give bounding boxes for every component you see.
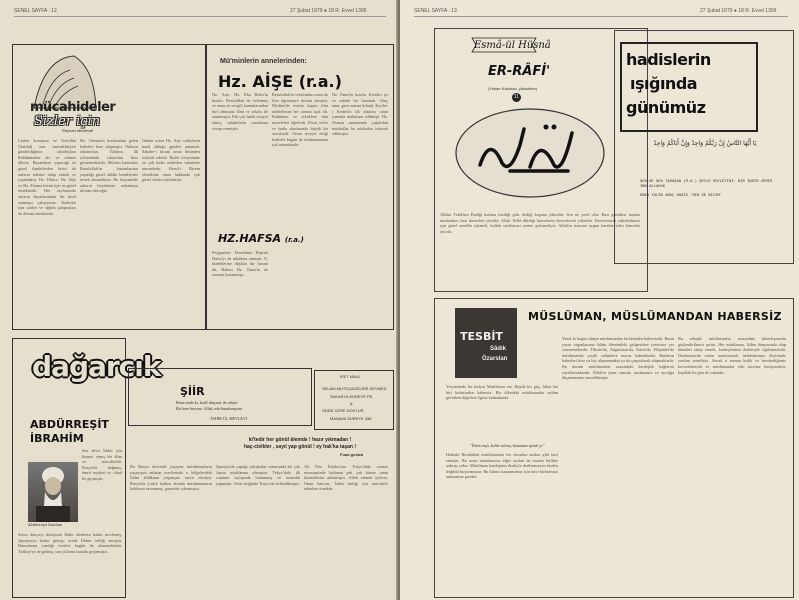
tesbit-badge <box>455 308 517 378</box>
abdurresit-portrait <box>28 462 78 522</box>
siir-title: ŞİİR <box>180 385 205 398</box>
right-folio: SENEL SAYFA : 13 <box>414 8 457 14</box>
hadis-line-1: hadislerin <box>626 50 711 69</box>
tesbit-title: TESBİT <box>460 330 503 343</box>
small-quote: "Dinin nisfı, kalıbı salinu, bunantan işinde ye" <box>470 443 545 448</box>
quote-author: Fuad gestza <box>340 452 364 457</box>
muslim-text-col1b: Halbuki Resulullah müslümanları bir vücudun azaları gibi tarif etmiştir. Bir azası hastalanınca diğer azaları da onunla birlikte ızdırap çeker. Müslüman kardeşinin derdiyle dertlenmeyen bizden değildir buyurmuştur. Bu bilinci kazanmamız için önce birbirimizi tanımamız gerekir. <box>446 452 558 480</box>
header-rule <box>14 16 386 17</box>
ad-line-3: SAKARYA SÜREYE PE. <box>330 394 374 399</box>
hafsa-text: Peygamber Efendimiz Hazreti Hafsa'yı da nikâhına almıştır. O, ibadetlerine düşkün bir hanım idi. Babası Hz. Ömer'in de rızasını kazanmıştı. <box>212 250 268 278</box>
dagarcik-title: dağarcık <box>32 350 161 383</box>
aise-title: Hz. AİŞE (r.a.) <box>218 72 342 91</box>
ad-line-4: & <box>350 401 353 406</box>
siir-line-2: Bir kere beyonu: Allah, ede bazalımayım. <box>176 406 243 411</box>
body-text-col3: Ondan sonra Hz. Aişe vahiylerin nazil olduğu günleri anlatırdı. Sahabe-i kiram onun ilminden istifade ederdi. Hadis rivayetinde en çok hadis nakleden sahabeler arasındadır. Resul-i Ekrem efendimiz onun hakkında çok güzel sözler söylemiştir. <box>142 138 200 183</box>
body-text-col1: Lütfen konuşma ve Gavrillai Ümithd) nun muvaffakiyeti gönderdiğimiz arkadaşlara Rabbimizden afv ve rahmet dileriz. Bayanların yapacağı en güzel ibadetlerden birisi de onların izlerini takip etmek ve yaşamaktır. Hz. Hatice, Hz. Aişe ve Hz. Fatıma bizim için en güzel örneklerdir. Her sayfamızda onların hayatlarından bir kesit sunmaya çalışıyoruz. Kadınlar için sohbet ve eğitim çalışmaları da devam etmektedir. <box>18 138 76 216</box>
arabic-hadith: يَا أَيُّهَا النَّاسُ إِنَّ رَبَّكُمْ وَاحِدٌ وَإِنَّ أَبَاكُمْ وَاحِدٌ <box>653 140 757 147</box>
tesbit-name-2: Özarslan <box>482 356 508 362</box>
portrait-caption: Abdürreşit İbrahim <box>28 523 63 527</box>
esma-text: Allahu Teâlâ'nın Hadiği kulunu istediği gibi, dediği kuşunu yükseltir. Sen ne yerel olsa. Bazı gönülleri imanla nurlandırır, bazı kimseleri yüceltir. Allah Teâlâ dilediği kimselerin derecelerini yükseltir. Derecemizin yükseltilmesi için güzel ameller işlemeli, kulluk vazifemizi yerine getirmeliyiz. Allah'ın rızasına uygun hareket eden kimseler yücelir. <box>440 212 640 234</box>
body-text-col2: Hz. Osman'ın kızlarından gelen haberler bize ulaşmıştır. Onların anlatımları, İslâmın ilk yıllarındaki sıkıntıları bize göstermektedir. Mü'min hanımlar, Resulullah'ın hanımlarının yaşadığı güzel ahlâkı kendilerine örnek almalıdırlar. Bu köşemizde onların hayatlarını anlatmaya devam edeceğiz. <box>80 138 138 194</box>
bottom-text-col2: Japonya'da yaptığı çalışmalar sonucunda bir çok Japon müslüman olmuştur. Tokyo'daki ilk caminin açılışında bulunmuş ve imamlık yapmıştır. Vefat ettiğinde Tokyo'da defnedilmiştir. <box>216 464 300 486</box>
left-date: 27 Şubat 1979 ● 18 R. Evvel 1399 <box>290 8 367 14</box>
ad-line-5: ÜNDE CERE DOKTUR. <box>322 408 365 413</box>
dagarcik-text-side: Sen devri İslâm için hizmet etmiş bir âlim ve mücahiddir. Rusya'da doğmuş, ömrü seyahat ve cihad ile geçmiştir. <box>82 448 122 481</box>
hadis-line-3: günümüz <box>626 98 706 117</box>
mucahideler-byline: Reyhan Mevlendi <box>62 128 93 133</box>
article-head: Mü'minlerin annelerinden: <box>220 58 307 65</box>
left-page <box>0 0 398 600</box>
hadis-text-1: SEN DE SEN TARAŞAN (R.A.) ŞEYLE SÖYLEYİNİ: BİR İNDİR ZEMİR İBN ALLAHUK <box>640 180 773 189</box>
muslim-text-col2: Yazık ki bugün dünya müslümanları birbirinden habersizdir. Basın yayın organlarımız İslâm âlemindeki gelişmelere yeterince yer vermemektedir. Filistin'de, Afganistan'da, Eritre'de, Filipinler'de müslümanlar çeşitli zulümlere maruz kalmaktadır. Bunların haberleri bize ya hiç ulaşmamakta ya da çarpıtılarak ulaşmaktadır. Bu durum müslümanlar arasındaki kardeşlik bağlarını zayıflatmaktadır. Allah'ın ipine sımsıkı sarılmamız ve ayrılığa düşmememiz emredilmiştir. <box>562 336 674 381</box>
number-badge: 11 <box>513 94 520 100</box>
esma-title: Esmâ-ül Hüsnâ <box>474 40 551 51</box>
mucahideler-title: mücahideler <box>30 100 116 115</box>
er-rafi-subtitle: (Yukarı Kaldıran, yükselten) <box>488 86 538 91</box>
bottom-text-col3: Ali Ebu Kitabcı'nın Tokyo'daki cenaze merasiminde bulunan pek çok kimse onun hizmetlerini anlatmıştır. Allah rahmet eylesin. Onun hatırası, İslâm birliği için mücadele edenlere örnektir. <box>304 464 388 492</box>
poem-quote: ki'tedir her gönül âlemde ! hazır yıkmadan ! haç-cielkler , sayıl yap gönül ! ey hak'ka taşan ! <box>243 437 357 450</box>
ad-box <box>314 370 394 430</box>
bottom-text-col1: Bu Rusya devrinde yaşayan müslümanların yaşayışını anlatan eserlerinde, o bölgelerdeki İslâm ahlâkının yaşanışını tasvir etmiştir. Rusya'da Çarlık baskısı altında müslümanların haklarını savunmuş, gazeteler çıkarmıştır. <box>130 464 212 492</box>
muslim-text-col1a: Yeryüzünde bir milyar Müslüman var. Büyük bir güç, fakat her biri birbirinden habersiz. Bir ülkedeki müslümanlar zulüm görürken diğerleri ilgisiz kalmaktadır. <box>446 384 558 401</box>
header-rule-right <box>414 16 788 17</box>
dagarcik-text-bottom: Sonra dünyayı dolaşarak İslâm âleminin halini incelemiş, Japonya'ya kadar gitmiş, orada İslâmı tebliğ etmiştir. Hatıralarını yazdığı eserleri bugün de okunmaktadır. Türkiye'ye de gelmiş, son yıllarını burada geçirmiştir. <box>18 532 122 554</box>
ad-line-2: SELAM MUTEÇAVİZLERİ DEVMEZ. <box>322 386 388 391</box>
aise-text-col2: Resulullah'ın vefatından sonra da ilim öğretmeye devam etmiştir. Medine'de evinin kapısı ilim talebelerine her zaman açık idi. Kadınlara ve erkeklere dini meseleleri öğretirdi. Fıkıh, tefsir ve hadis alanlarında büyük bir otoriteydi. Onun rivayet ettiği hadisler bugün de müslümanlara ışık tutmaktadır. <box>272 92 328 148</box>
left-folio: SENEL SAYFA : 12 <box>14 8 57 14</box>
siir-author: TAHİR ÜL MEVLEVİ <box>210 416 248 421</box>
mucahideler-subtitle: Sizler için <box>34 114 101 129</box>
hadis-line-2: ışığında <box>630 74 698 93</box>
ad-line-6: MANAVA SÜREYE 288 <box>330 416 372 421</box>
right-date: 27 Şubat 1979 ● 18 R. Evvel 1399 <box>700 8 777 14</box>
siir-line-1: Biraz mide ki, korff dinçmiz ile rahiye <box>176 400 238 405</box>
tesbit-name-1: Sâdık <box>490 346 507 352</box>
muslim-headline: MÜSLÜMAN, MÜSLÜMANDAN HABERSİZ <box>528 310 782 323</box>
er-rafi-title: ER-RÂFİ' <box>488 64 551 79</box>
muslim-text-col3: Bu sebeple müslümanlar arasındaki haberleşmenin güçlendirilmesi şarttır. Her müslüman, İslâm dünyasında olup bitenleri takip etmeli, kardeşlerinin dertleriyle ilgilenmelidir. Dualarımızda onları unutmamalı, imkânlarımız ölçüsünde yardım etmeliyiz. Ancak o zaman birlik ve beraberliğimiz kuvvetlenecek ve müslümanlar eski izzetine kavuşacaktır. İnşallah bu gün de yakındır. <box>678 336 786 375</box>
abdurresit-name: ABDÜRREŞİT İBRAHİM <box>30 418 109 445</box>
hafsa-title: HZ.HAFSA (r.a.) <box>218 232 304 245</box>
ad-line-1: İFET MİALİ <box>340 374 361 379</box>
aise-text-col1: Hz. Aişe, Hz. Ebu Bekir'in kızıdır. Resulullah ile evlenmiş ve onun en sevgili hanımlarından biri olmuştur. İlmi ve zekâsı ile tanınmıştır. Pek çok hadis rivayet etmiş, sahabelerin sorularına cevap vermiştir. <box>212 92 268 131</box>
aise-text-col3: Hz. Ömer'in kızıdır. Kendisi iyi ve zahide bir hanımdı. Oruç tutar, gece namaz kılardı. Kur'ân-ı Kerim'in ilk nüshası onun yanında muhafaza edilmişti. Hz. Osman zamanında çoğaltılan mushaflar bu nüshadan istinsah edilmiştir. <box>332 92 388 137</box>
calligraphy-icon <box>450 105 610 200</box>
hadis-text-2: EBBA YALİN AMAÇ HADİS 'SEN DE BİZİM' <box>640 194 723 198</box>
